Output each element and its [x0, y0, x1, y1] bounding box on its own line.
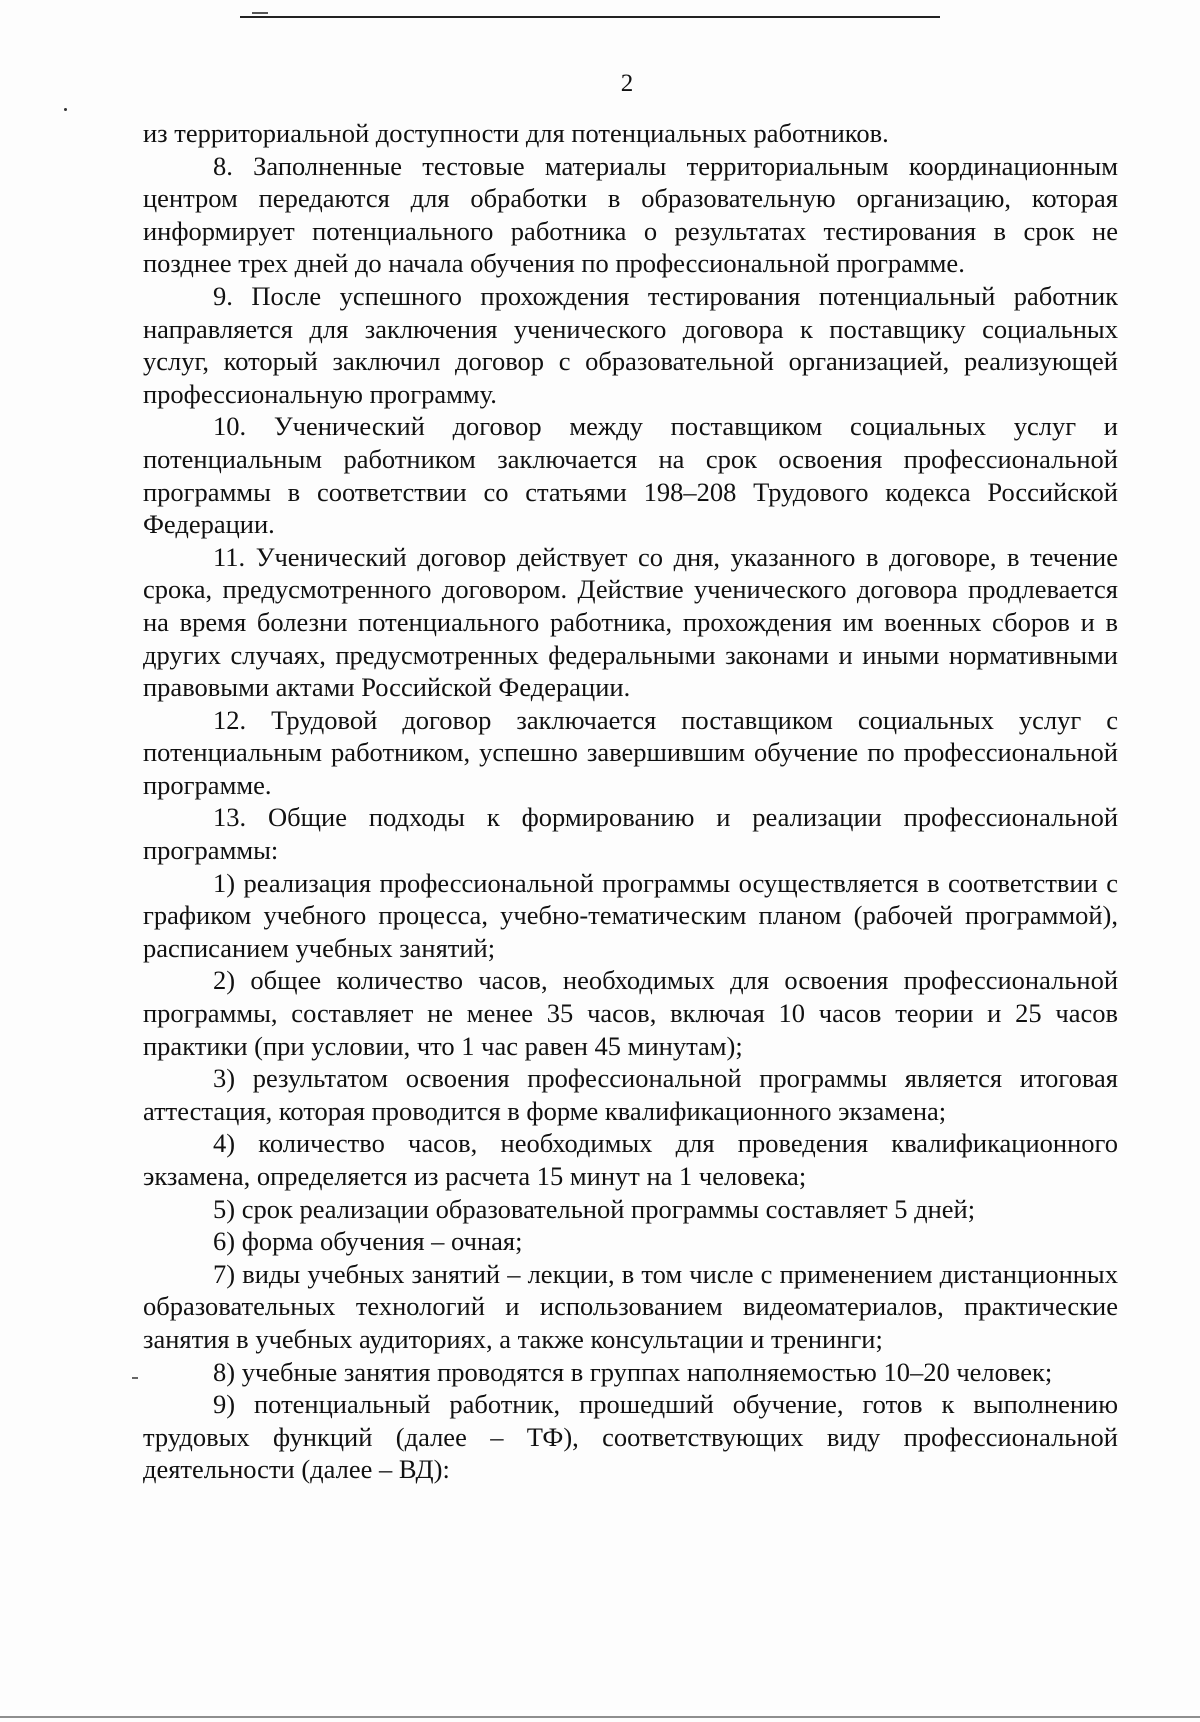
paragraph: 9) потенциальный работник, прошедший обучение, готов к выполнению трудовых функций (далее – ТФ), соответствующих виду профессиональной деятельности (далее – ВД):	[143, 1389, 1118, 1485]
paragraph: 1) реализация профессиональной программы осуществляется в соответствии с графиком учебного процесса, учебно-тематическим планом (рабочей программой), расписанием учебных занятий;	[143, 867, 1118, 963]
paragraph: 7) виды учебных занятий – лекции, в том числе с применением дистанционных образовательных технологий и использованием видеоматериалов, практические занятия в учебных аудиториях, а также консультации и тренинги;	[143, 1258, 1118, 1354]
paragraph: 10. Ученический договор между поставщиком социальных услуг и потенциальным работником заключается на срок освоения профессиональной программы в соответствии со статьями 198–208 Трудового кодекса Российской Федерации.	[143, 411, 1118, 540]
scan-artifact-mark	[252, 12, 268, 14]
paragraph: 9. После успешного прохождения тестирования потенциальный работник направляется для заключения ученического договора к поставщику социальных услуг, который заключил договор с образовательной организацией, реализующей профессиональную программу.	[143, 280, 1118, 409]
paragraph: 11. Ученический договор действует со дня, указанного в договоре, в течение срока, предусмотренного договором. Действие ученического договора продлевается на время болезни потенциального работника, прохождения им военных сборов и в других случаях, предусмотренных федеральными законами и иными нормативными правовыми актами Российской Федерации.	[143, 541, 1118, 703]
paragraph: 3) результатом освоения профессиональной программы является итоговая аттестация, которая проводится в форме квалификационного экзамена;	[143, 1063, 1118, 1126]
page-number: 2	[620, 70, 634, 97]
paragraph: 12. Трудовой договор заключается поставщиком социальных услуг с потенциальным работником, успешно завершившим обучение по профессиональной программе.	[143, 704, 1118, 800]
scan-artifact-line	[240, 16, 940, 18]
paragraph: 8) учебные занятия проводятся в группах наполняемостью 10–20 человек;	[213, 1356, 1053, 1387]
paragraph: 5) срок реализации образовательной программы составляет 5 дней;	[213, 1193, 976, 1224]
paragraph: 8. Заполненные тестовые материалы территориальным координационным центром передаются для обработки в образовательную организацию, которая информирует потенциального работника о результатах тестирования в срок не позднее трех дней до начала обучения по профессиональной программе.	[143, 150, 1118, 279]
scan-artifact-dot	[64, 108, 67, 111]
paragraph: 6) форма обучения – очная;	[213, 1226, 523, 1257]
scan-artifact-dash	[132, 1377, 138, 1379]
paragraph: 13. Общие подходы к формированию и реализации профессиональной программы:	[143, 802, 1118, 866]
paragraph: 2) общее количество часов, необходимых для освоения профессиональной программы, составляет не менее 35 часов, включая 10 часов теории и 25 часов практики (при условии, что 1 час равен 45 минутам);	[143, 965, 1118, 1061]
document-body	[143, 117, 1118, 1486]
paragraph: из территориальной доступности для потенциальных работников.	[143, 118, 889, 148]
paragraph: 4) количество часов, необходимых для проведения квалификационного экзамена, определяется из расчета 15 минут на 1 человека;	[143, 1128, 1118, 1191]
scan-artifact-bottom-edge	[0, 1716, 1200, 1718]
